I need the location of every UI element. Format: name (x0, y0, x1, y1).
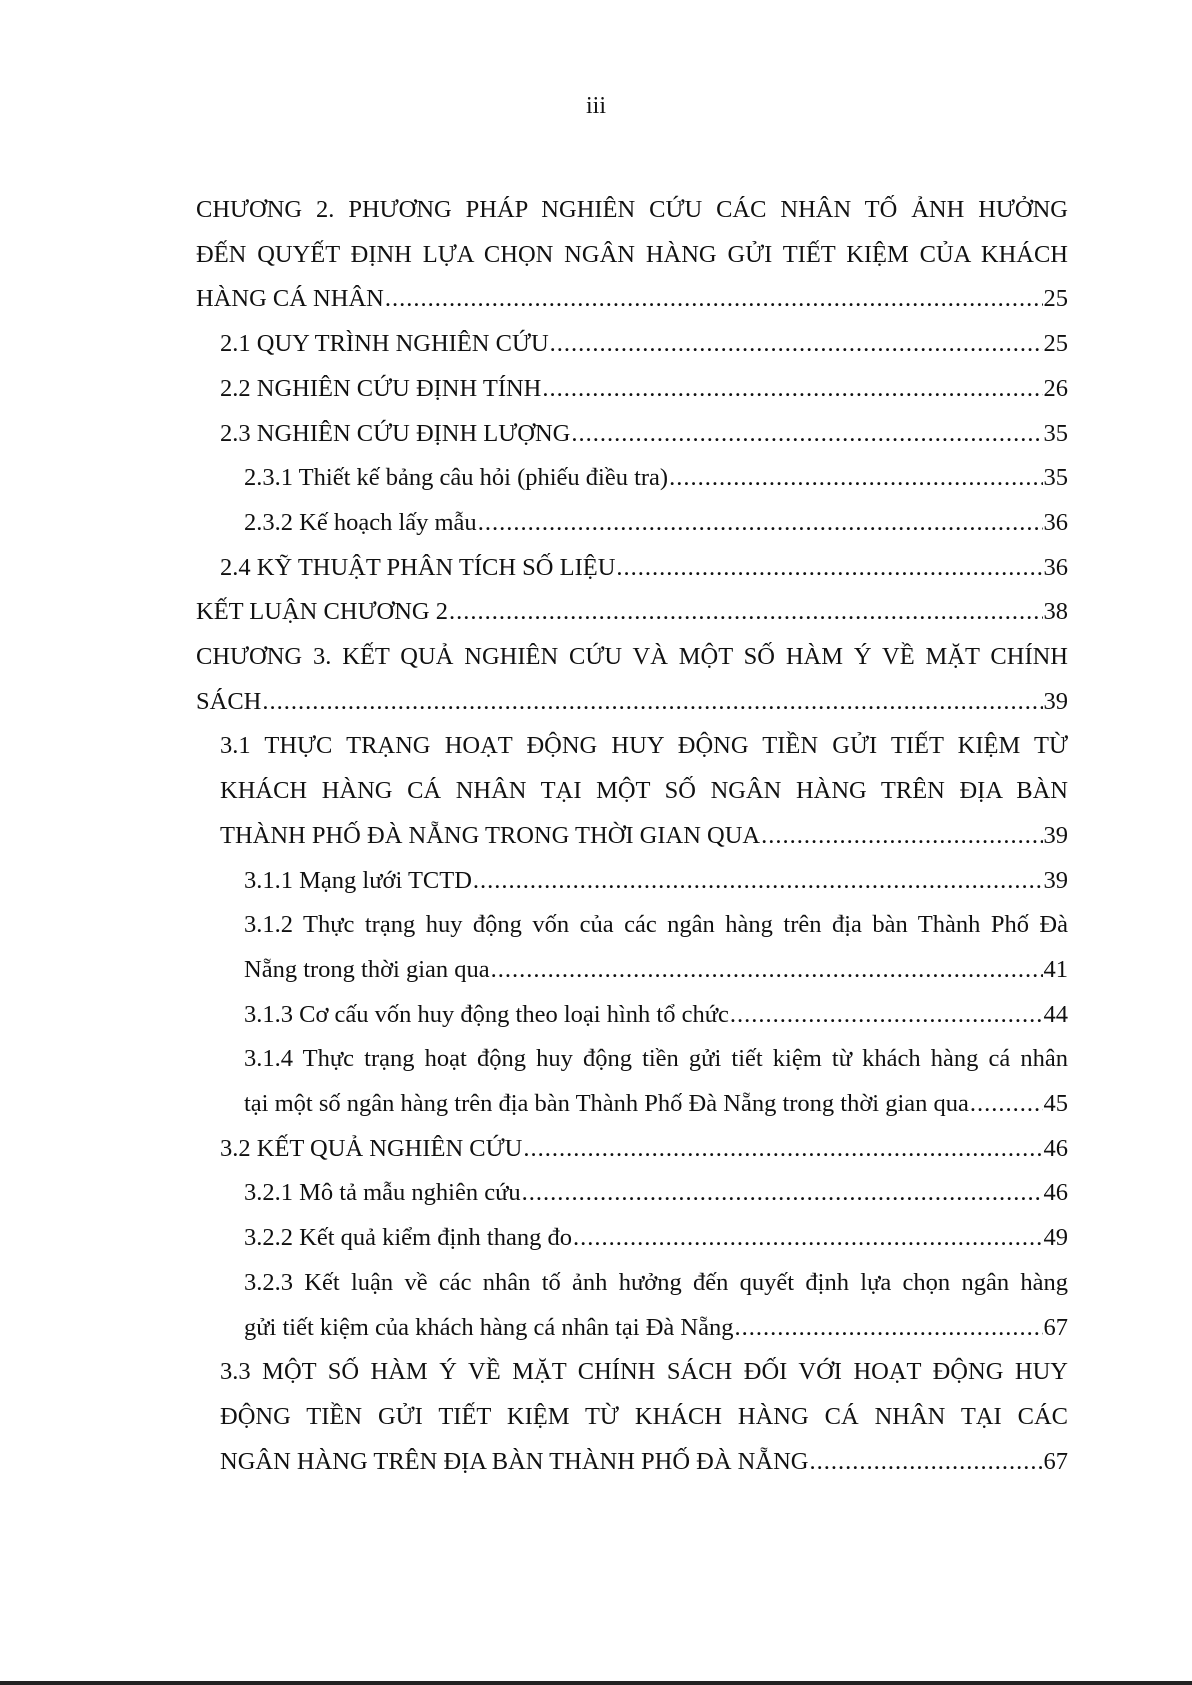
toc-entry-title: 2.3 NGHIÊN CỨU ĐỊNH LƯỢNG (220, 419, 571, 447)
toc-page-number: 36 (1043, 508, 1068, 536)
page-number: iii (585, 93, 606, 119)
dot-leader (478, 501, 1043, 546)
toc-entry[interactable] (196, 188, 1068, 322)
toc-page-number: 45 (1043, 1090, 1068, 1118)
table-of-contents (196, 188, 1068, 1484)
dot-leader (761, 814, 1042, 859)
toc-entry-title: THÀNH PHỐ ĐÀ NẴNG TRONG THỜI GIAN QUA (220, 821, 761, 849)
toc-entry[interactable] (196, 859, 1068, 904)
toc-entry-title: 2.3.2 Kế hoạch lấy mẫu (244, 508, 477, 536)
toc-entry-title: 3.1.1 Mạng lưới TCTD (244, 866, 472, 894)
dot-leader (669, 456, 1042, 501)
toc-entry[interactable] (196, 367, 1068, 412)
toc-entry-text-line: CHƯƠNG 3. KẾT QUẢ NGHIÊN CỨU VÀ MỘT SỐ HÀM Ý VỀ MẶT CHÍNH (196, 643, 1068, 671)
toc-page-number: 36 (1043, 553, 1068, 581)
toc-entry[interactable] (196, 1127, 1068, 1172)
toc-entry[interactable] (196, 903, 1068, 992)
toc-entry-title: KẾT LUẬN CHƯƠNG 2 (196, 598, 448, 626)
toc-page-number: 67 (1043, 1313, 1068, 1341)
toc-page-number: 67 (1043, 1447, 1068, 1475)
toc-entry[interactable] (196, 1261, 1068, 1350)
toc-page-number: 49 (1043, 1224, 1068, 1252)
toc-entry-title: SÁCH (196, 687, 262, 715)
dot-leader (550, 322, 1043, 367)
toc-page-number: 46 (1043, 1134, 1068, 1162)
toc-page-number: 39 (1043, 866, 1068, 894)
dot-leader (573, 1216, 1043, 1261)
dot-leader (571, 412, 1042, 457)
bottom-border (0, 1681, 1192, 1685)
toc-entry-text-line: 3.1.2 Thực trạng huy động vốn của các ngân hàng trên địa bàn Thành Phố Đà (244, 911, 1068, 939)
toc-page-number: 35 (1043, 419, 1068, 447)
toc-entry[interactable] (196, 1171, 1068, 1216)
toc-entry-title: 2.1 QUY TRÌNH NGHIÊN CỨU (220, 330, 549, 358)
dot-leader (809, 1440, 1042, 1485)
toc-entry-text-line: 3.3 MỘT SỐ HÀM Ý VỀ MẶT CHÍNH SÁCH ĐỐI VỚI HOẠT ĐỘNG HUY (220, 1358, 1068, 1386)
toc-entry-title: HÀNG CÁ NHÂN (196, 285, 384, 313)
toc-entry-text-line: 3.2.3 Kết luận về các nhân tố ảnh hưởng đến quyết định lựa chọn ngân hàng (244, 1268, 1068, 1296)
dot-leader (523, 1127, 1042, 1172)
toc-entry[interactable] (196, 1216, 1068, 1261)
toc-page-number: 39 (1043, 687, 1068, 715)
toc-entry-text-line: ĐẾN QUYẾT ĐỊNH LỰA CHỌN NGÂN HÀNG GỬI TIẾT KIỆM CỦA KHÁCH (196, 240, 1068, 268)
toc-page-number: 25 (1043, 330, 1068, 358)
toc-page-number: 46 (1043, 1179, 1068, 1207)
dot-leader (449, 590, 1043, 635)
toc-entry-title: 2.4 KỸ THUẬT PHÂN TÍCH SỐ LIỆU (220, 553, 616, 581)
toc-entry[interactable] (196, 501, 1068, 546)
toc-page-number: 44 (1043, 1000, 1068, 1028)
toc-entry[interactable] (196, 635, 1068, 724)
toc-entry-title: 2.3.1 Thiết kế bảng câu hỏi (phiếu điều tra) (244, 464, 669, 492)
toc-entry-title: 3.1.3 Cơ cấu vốn huy động theo loại hình tổ chức (244, 1000, 729, 1028)
toc-entry[interactable] (196, 590, 1068, 635)
dot-leader (616, 546, 1042, 591)
toc-page-number: 25 (1043, 285, 1068, 313)
toc-entry-title: gửi tiết kiệm của khách hàng cá nhân tại Đà Nẵng (244, 1313, 734, 1341)
dot-leader (542, 367, 1042, 412)
toc-entry[interactable] (196, 412, 1068, 457)
toc-page-number: 35 (1043, 464, 1068, 492)
toc-entry-title: tại một số ngân hàng trên địa bàn Thành Phố Đà Nẵng trong thời gian qua (244, 1090, 969, 1118)
dot-leader (473, 859, 1043, 904)
toc-entry-title: NGÂN HÀNG TRÊN ĐỊA BÀN THÀNH PHỐ ĐÀ NẴNG (220, 1447, 809, 1475)
toc-entry-text-line: ĐỘNG TIỀN GỬI TIẾT KIỆM TỪ KHÁCH HÀNG CÁ NHÂN TẠI CÁC (220, 1402, 1068, 1430)
dot-leader (730, 993, 1043, 1038)
toc-page-number: 41 (1043, 955, 1068, 983)
dot-leader (522, 1171, 1043, 1216)
dot-leader (491, 948, 1043, 993)
toc-entry[interactable] (196, 456, 1068, 501)
dot-leader (970, 1082, 1043, 1127)
toc-entry-text-line: KHÁCH HÀNG CÁ NHÂN TẠI MỘT SỐ NGÂN HÀNG TRÊN ĐỊA BÀN (220, 777, 1068, 805)
toc-entry-text-line: CHƯƠNG 2. PHƯƠNG PHÁP NGHIÊN CỨU CÁC NHÂN TỐ ẢNH HƯỞNG (196, 196, 1068, 223)
toc-entry-title: Nẵng trong thời gian qua (244, 955, 490, 983)
toc-entry[interactable] (196, 724, 1068, 858)
toc-entry[interactable] (196, 546, 1068, 591)
toc-entry-text-line: 3.1.4 Thực trạng hoạt động huy động tiền gửi tiết kiệm từ khách hàng cá nhân (244, 1045, 1068, 1073)
toc-page-number: 26 (1043, 374, 1068, 402)
toc-entry-title: 3.2.1 Mô tả mẫu nghiên cứu (244, 1179, 521, 1207)
dot-leader (735, 1306, 1043, 1351)
toc-entry-title: 2.2 NGHIÊN CỨU ĐỊNH TÍNH (220, 374, 542, 402)
toc-entry-text-line: 3.1 THỰC TRẠNG HOẠT ĐỘNG HUY ĐỘNG TIỀN GỬI TIẾT KIỆM TỪ (220, 732, 1068, 760)
toc-entry[interactable] (196, 322, 1068, 367)
toc-entry-title: 3.2.2 Kết quả kiểm định thang đo (244, 1224, 572, 1252)
toc-page-number: 39 (1043, 821, 1068, 849)
dot-leader (262, 680, 1042, 725)
toc-entry[interactable] (196, 993, 1068, 1038)
toc-entry[interactable] (196, 1037, 1068, 1126)
toc-page-number: 38 (1043, 598, 1068, 626)
dot-leader (385, 277, 1043, 322)
toc-entry[interactable] (196, 1350, 1068, 1484)
toc-entry-title: 3.2 KẾT QUẢ NGHIÊN CỨU (220, 1134, 523, 1162)
